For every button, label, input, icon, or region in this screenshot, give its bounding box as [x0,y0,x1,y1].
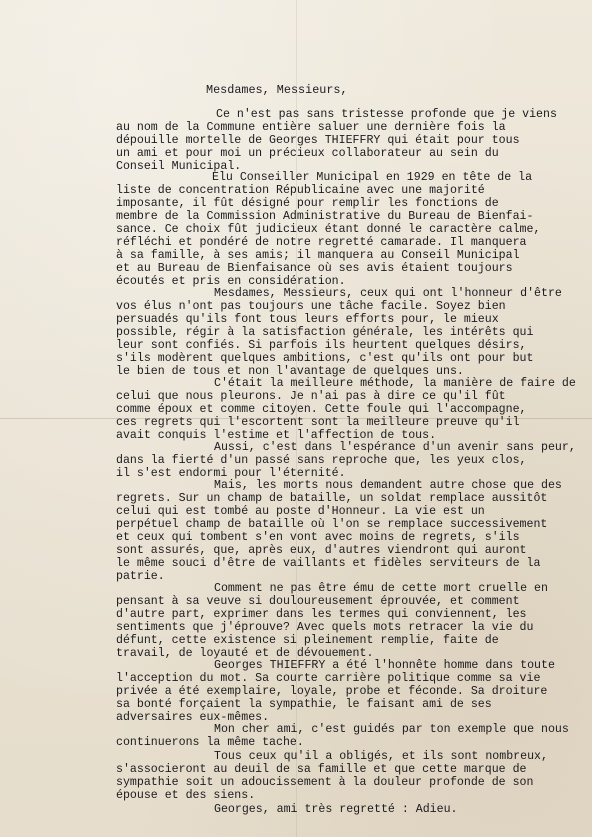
letter-line: imposante, il fût désigné pour remplir les fonctions de [116,197,499,210]
letter-line: Mesdames, Messieurs, ceux qui ont l'honneur d'être [214,287,562,300]
letter-line: Comment ne pas être ému de cette mort cruelle en [214,582,548,595]
letter-line: Mon cher ami, c'est guidés par ton exemple que nous [214,723,569,736]
letter-line: possible, régir à la satisfaction générale, les intérêts qui [116,326,534,339]
letter-line: comme époux et comme citoyen. Cette foule qui l'accompagne, [116,403,527,416]
letter-line: ces regrets qui l'escortent sont la meilleure preuve qu'il [116,416,520,429]
letter-line: Ce n'est pas sans tristesse profonde que je viens [216,108,557,121]
letter-line: l'acception du mot. Sa courte carrière politique comme sa vie [116,672,541,685]
letter-line: le même souci d'être de vaillants et fidèles serviteurs de la [116,557,541,570]
letter-line: et au Bureau de Bienfaisance où ses avis étaient toujours [116,262,513,275]
letter-line: Conseil Municipal. [116,160,242,173]
letter-line: pensant à sa veuve si douloureusement éprouvée, et comment [116,595,520,608]
letter-line: membre de la Commission Administrative du Bureau de Bienfai- [116,210,534,223]
letter-line: et ceux qui tombent s'en vont avec moins de regrets, s'ils [116,531,520,544]
letter-line: liste de concentration Républicaine avec une majorité [116,184,485,197]
letter-line: sympathie soit un adoucissement à la douleur profonde de son [116,776,534,789]
letter-line: épouse et des siens. [116,789,256,802]
letter-line: sont assurés, que, après eux, d'autres viendront qui auront [116,544,527,557]
letter-line: Elu Conseiller Municipal en 1929 en tête de la [212,171,533,184]
letter-line: avait conquis l'estime et l'affection de tous. [116,429,437,442]
letter-line: Georges, ami très regretté : Adieu. [214,803,458,816]
letter-line: défunt, cette existence si pleinement remplie, faite de [116,634,499,647]
letter-line: écoutés et pris en considération. [116,275,346,288]
letter-line: perpétuel champ de bataille où l'on se remplace successivement [116,518,548,531]
letter-line: dans la fierté d'un passé sans reproche que, les yeux clos, [116,454,527,467]
letter-line: d'autre part, exprimer dans les termes qui conviennent, les [116,608,527,621]
letter-line: à sa famille, à ses amis; il manquera au Conseil Municipal [116,249,520,262]
letter-line: adversaires eux-mêmes. [116,711,270,724]
letter-line: un ami et pour moi un précieux collaborateur au sein du [116,147,499,160]
letter-line: dépouille mortelle de Georges THIEFFRY qui était pour tous [116,134,520,147]
letter-line: celui que nous pleurons. Je n'ai pas à dire ce qu'il fût [116,390,506,403]
letter-line: Georges THIEFFRY a été l'honnête homme dans toute [214,659,555,672]
letter-line: sa bonté forçaient la sympathie, le faisant ami de ses [116,698,492,711]
letter-line: s'ils modèrent quelques ambitions, c'est qu'ils ont pour but [116,352,534,365]
letter-line: Tous ceux qu'il a obligés, et ils sont nombreux, [214,750,548,763]
salutation: Mesdames, Messieurs, [206,83,348,97]
letter-line: sentiments que j'éprouve? Avec quels mots retracer la vie du [116,621,534,634]
letter-line: C'était la meilleure méthode, la manière de faire de [214,377,576,390]
letter-line: il s'est endormi pour l'éternité. [116,467,346,480]
letter-line: regrets. Sur un champ de bataille, un soldat remplace aussitôt [116,492,548,505]
letter-line: patrie. [116,570,165,583]
letter-line: Aussi, c'est dans l'espérance d'un avenir sans peur, [214,441,576,454]
letter-line: continuerons la même tache. [116,736,304,749]
letter-line: au nom de la Commune entière saluer une dernière fois la [116,121,506,134]
letter-line: celui qui est tombé au poste d'Honneur. La vie est un [116,505,485,518]
letter-line: Mais, les morts nous demandent autre chose que des [214,479,562,492]
letter-line: travail, de loyauté et de dévouement. [116,647,374,660]
letter-line: sance. Ce choix fût judicieux étant donné le caractère calme, [116,223,541,236]
letter-line: le bien de tous et non l'avantage de quelques uns. [116,365,464,378]
letter-line: vos élus n'ont pas toujours une tâche facile. Soyez bien [116,300,506,313]
letter-line: persuadés qu'ils font tous leurs efforts pour, le mieux [116,313,499,326]
letter-line: privée a été exemplaire, loyale, probe et féconde. Sa droiture [116,685,548,698]
letter-line: réfléchi et pondéré de notre regretté camarade. Il manquera [116,236,527,249]
letter-line: s'associeront au deuil de sa famille et que cette marque de [116,763,527,776]
letter-line: leur sont confiés. Si parfois ils heurtent quelques désirs, [116,339,527,352]
